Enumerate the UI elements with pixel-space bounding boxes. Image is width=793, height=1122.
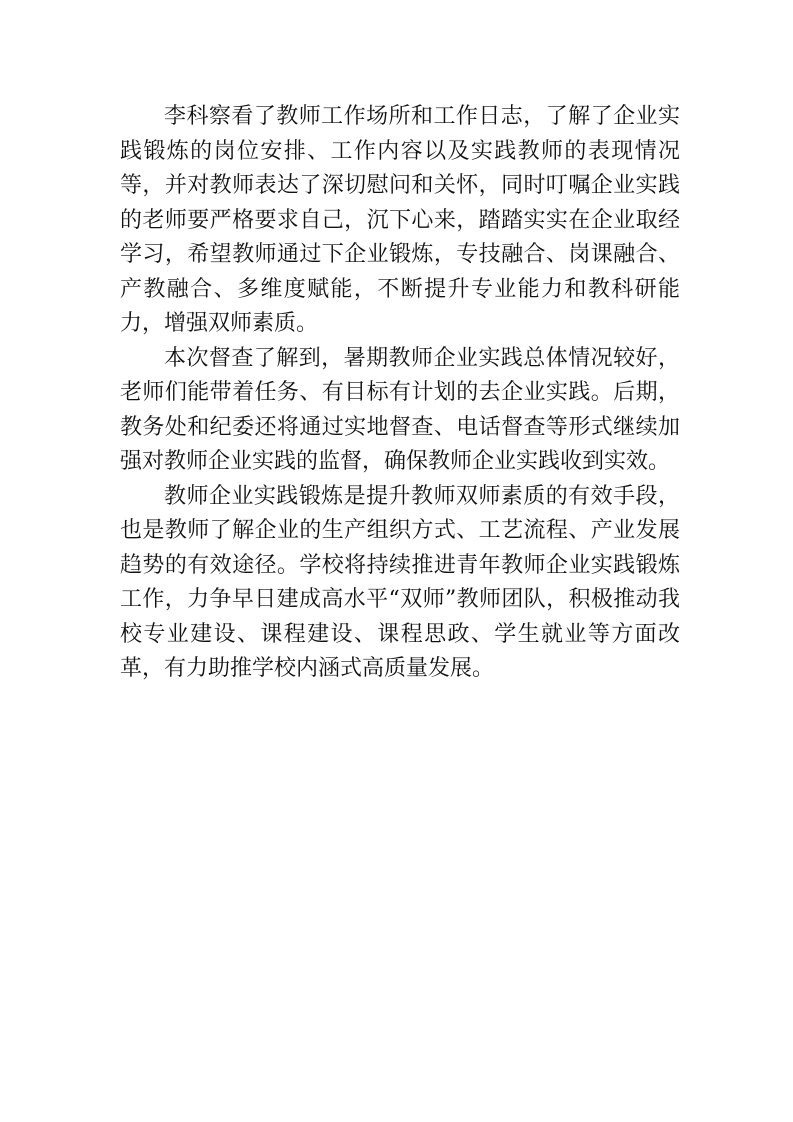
paragraph-2: 本次督查了解到，暑期教师企业实践总体情况较好，老师们能带着任务、有目标有计划的去企业实践。后期，教务处和纪委还将通过实地督查、电话督查等形式继续加强对教师企业实践的监督，确保教师企业实践收到实效。 (120, 345, 680, 474)
paragraph-1: 李科察看了教师工作场所和工作日志，了解了企业实践锻炼的岗位安排、工作内容以及实践教师的表现情况等，并对教师表达了深切慰问和关怀，同时叮嘱企业实践的老师要严格要求自己，沉下心来，踏踏实实在企业取经学习，希望教师通过下企业锻炼，专技融合、岗课融合、产教融合、多维度赋能，不断提升专业能力和教科研能力，增强双师素质。 (120, 104, 680, 336)
paragraph-3: 教师企业实践锻炼是提升教师双师素质的有效手段，也是教师了解企业的生产组织方式、工艺流程、产业发展趋势的有效途径。学校将持续推进青年教师企业实践锻炼工作，力争早日建成高水平“双师”教师团队，积极推动我校专业建设、课程建设、课程思政、学生就业等方面改革，有力助推学校内涵式高质量发展。 (120, 483, 680, 681)
document-body (120, 100, 680, 687)
